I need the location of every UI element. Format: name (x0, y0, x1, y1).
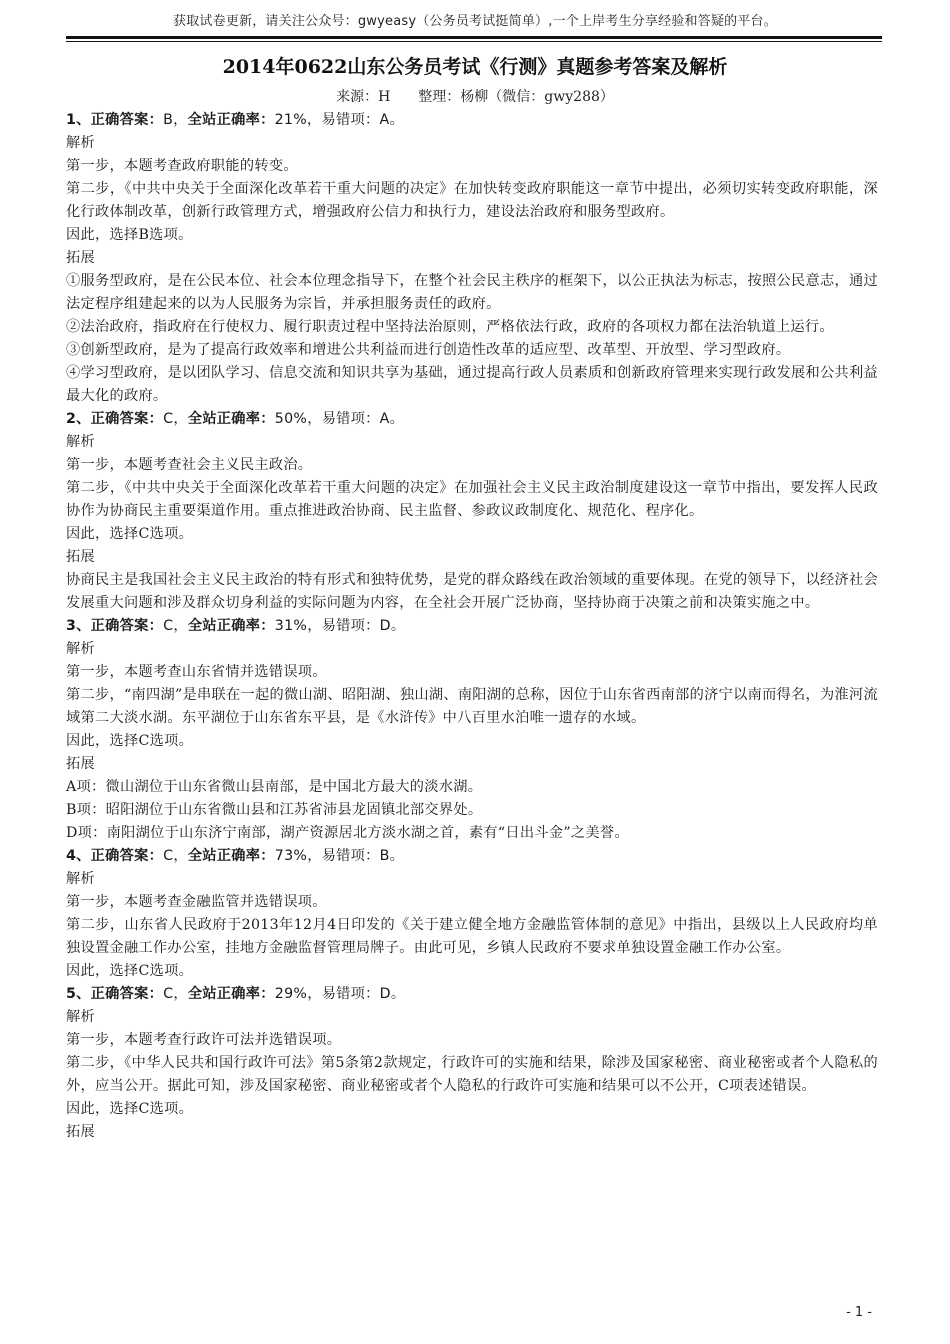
site-rate-label: 全站正确率： (187, 112, 275, 128)
question-5-header (66, 983, 878, 1006)
analysis-paragraph: 第二步，《中共中央关于全面深化改革若干重大问题的决定》在加强社会主义民主政治制度建设这一章节中指出，要发挥人民政协作为协商民主重要渠道作用。重点推进政治协商、民主监督、参政议政制度化、规范化、程序化。 (66, 480, 878, 519)
site-rate-value: 29%， (274, 986, 322, 1002)
easy-wrong-value: D。 (379, 986, 406, 1002)
analysis-paragraph: 第二步，《中华人民共和国行政许可法》第5条第2款规定，行政许可的实施和结果，除涉及国家秘密、商业秘密或者个人隐私的外，应当公开。据此可知，涉及国家秘密、商业秘密或者个人隐私的行政许可实施和结果可以不公开，C项表述错误。 (66, 1055, 878, 1094)
correct-answer-label: 正确答案： (90, 411, 164, 427)
analysis-paragraph: 第一步，本题考查金融监管并选错误项。 (66, 894, 327, 910)
question-1-header (66, 109, 878, 132)
easy-wrong-label: 易错项： (321, 848, 380, 864)
site-rate-value: 21%， (274, 112, 322, 128)
site-rate-label: 全站正确率： (187, 848, 275, 864)
easy-wrong-label: 易错项： (321, 411, 380, 427)
correct-answer-label: 正确答案： (90, 618, 164, 634)
analysis-label: 解析 (66, 871, 95, 887)
correct-answer-value: C， (163, 411, 188, 427)
correct-answer-label: 正确答案： (90, 848, 164, 864)
question-number: 4、 (66, 848, 91, 864)
correct-answer-label: 正确答案： (90, 986, 164, 1002)
extension-label: 拓展 (66, 1124, 95, 1140)
site-rate-label: 全站正确率： (187, 411, 275, 427)
easy-wrong-label: 易错项： (321, 986, 380, 1002)
analysis-paragraph: 因此，选择C选项。 (66, 733, 194, 749)
analysis-paragraph: 因此，选择B选项。 (66, 227, 193, 243)
question-number: 2、 (66, 411, 91, 427)
analysis-paragraph: 第二步，“南四湖”是串联在一起的微山湖、昭阳湖、独山湖、南阳湖的总称，因位于山东省西南部的济宁以南而得名，为淮河流域第二大淡水湖。东平湖位于山东省东平县，是《水浒传》中八百里水泊唯一遗存的水域。 (66, 687, 878, 726)
easy-wrong-label: 易错项： (321, 618, 380, 634)
analysis-paragraph: 第一步，本题考查政府职能的转变。 (66, 158, 298, 174)
easy-wrong-value: B。 (379, 848, 405, 864)
site-rate-value: 50%， (274, 411, 322, 427)
analysis-label: 解析 (66, 434, 95, 450)
document-title: 2014年0622山东公务员考试《行测》真题参考答案及解析 (222, 56, 728, 78)
header-notice: 获取试卷更新，请关注公众号：gwyeasy（公务员考试挺简单）,一个上岸考生分享经验和答疑的平台。 (173, 14, 777, 29)
site-rate-value: 31%， (274, 618, 322, 634)
analysis-paragraph: 第一步，本题考查社会主义民主政治。 (66, 457, 313, 473)
correct-answer-label: 正确答案： (90, 112, 164, 128)
extension-label: 拓展 (66, 250, 95, 266)
extension-paragraph: B项：昭阳湖位于山东省微山县和江苏省沛县龙固镇北部交界处。 (66, 802, 483, 818)
analysis-paragraph: 第二步，山东省人民政府于2013年12月4日印发的《关于建立健全地方金融监管体制的意见》中指出，县级以上人民政府均单独设置金融工作办公室，挂地方金融监督管理局牌子。由此可见，乡镇人民政府不要求单独设置金融工作办公室。 (66, 917, 878, 956)
extension-paragraph: D项：南阳湖位于山东济宁南部，湖产资源居北方淡水湖之首，素有“日出斗金”之美誉。 (66, 825, 629, 841)
correct-answer-value: B， (163, 112, 188, 128)
analysis-paragraph: 因此，选择C选项。 (66, 526, 194, 542)
header-divider-thin (66, 41, 882, 42)
extension-paragraph: ④学习型政府，是以团队学习、信息交流和知识共享为基础，通过提高行政人员素质和创新政府管理来实现行政发展和公共利益最大化的政府。 (66, 365, 878, 404)
site-rate-value: 73%， (274, 848, 322, 864)
analysis-label: 解析 (66, 641, 95, 657)
analysis-paragraph: 因此，选择C选项。 (66, 1101, 194, 1117)
easy-wrong-value: A。 (379, 411, 405, 427)
easy-wrong-value: A。 (379, 112, 404, 128)
analysis-label: 解析 (66, 135, 95, 151)
page-number: - 1 - (846, 1305, 872, 1320)
question-4-header (66, 845, 878, 868)
question-2-header (66, 408, 878, 431)
header-divider-thick (66, 36, 882, 39)
extension-paragraph: ③创新型政府，是为了提高行政效率和增进公共利益而进行创造性改革的适应型、改革型、开放型、学习型政府。 (66, 342, 791, 358)
site-rate-label: 全站正确率： (187, 618, 275, 634)
easy-wrong-value: D。 (379, 618, 406, 634)
analysis-paragraph: 第一步，本题考查行政许可法并选错误项。 (66, 1032, 342, 1048)
document-body (66, 109, 878, 1144)
analysis-label: 解析 (66, 1009, 95, 1025)
extension-paragraph: ②法治政府，指政府在行使权力、履行职责过程中坚持法治原则，严格依法行政，政府的各项权力都在法治轨道上运行。 (66, 319, 834, 335)
easy-wrong-label: 易错项： (321, 112, 380, 128)
question-3-header (66, 615, 878, 638)
extension-paragraph: 协商民主是我国社会主义民主政治的特有形式和独特优势，是党的群众路线在政治领域的重要体现。在党的领导下，以经济社会发展重大问题和涉及群众切身利益的实际问题为内容，在全社会开展广泛协商，坚持协商于决策之前和决策实施之中。 (66, 572, 878, 611)
document-source-line: 来源：H 整理：杨柳（微信：gwy288） (336, 89, 614, 105)
correct-answer-value: C， (163, 986, 188, 1002)
question-number: 5、 (66, 986, 91, 1002)
extension-paragraph: ①服务型政府，是在公民本位、社会本位理念指导下，在整个社会民主秩序的框架下，以公正执法为标志，按照公民意志，通过法定程序组建起来的以为人民服务为宗旨，并承担服务责任的政府。 (66, 273, 878, 312)
question-number: 3、 (66, 618, 91, 634)
analysis-paragraph: 因此，选择C选项。 (66, 963, 194, 979)
correct-answer-value: C， (163, 848, 188, 864)
question-number: 1、 (66, 112, 91, 128)
extension-label: 拓展 (66, 549, 95, 565)
correct-answer-value: C， (163, 618, 188, 634)
extension-label: 拓展 (66, 756, 95, 772)
analysis-paragraph: 第一步，本题考查山东省情并选错误项。 (66, 664, 327, 680)
extension-paragraph: A项：微山湖位于山东省微山县南部，是中国北方最大的淡水湖。 (66, 779, 483, 795)
site-rate-label: 全站正确率： (187, 986, 275, 1002)
analysis-paragraph: 第二步，《中共中央关于全面深化改革若干重大问题的决定》在加快转变政府职能这一章节中提出，必须切实转变政府职能，深化行政体制改革，创新行政管理方式，增强政府公信力和执行力，建设法治政府和服务型政府。 (66, 181, 878, 220)
